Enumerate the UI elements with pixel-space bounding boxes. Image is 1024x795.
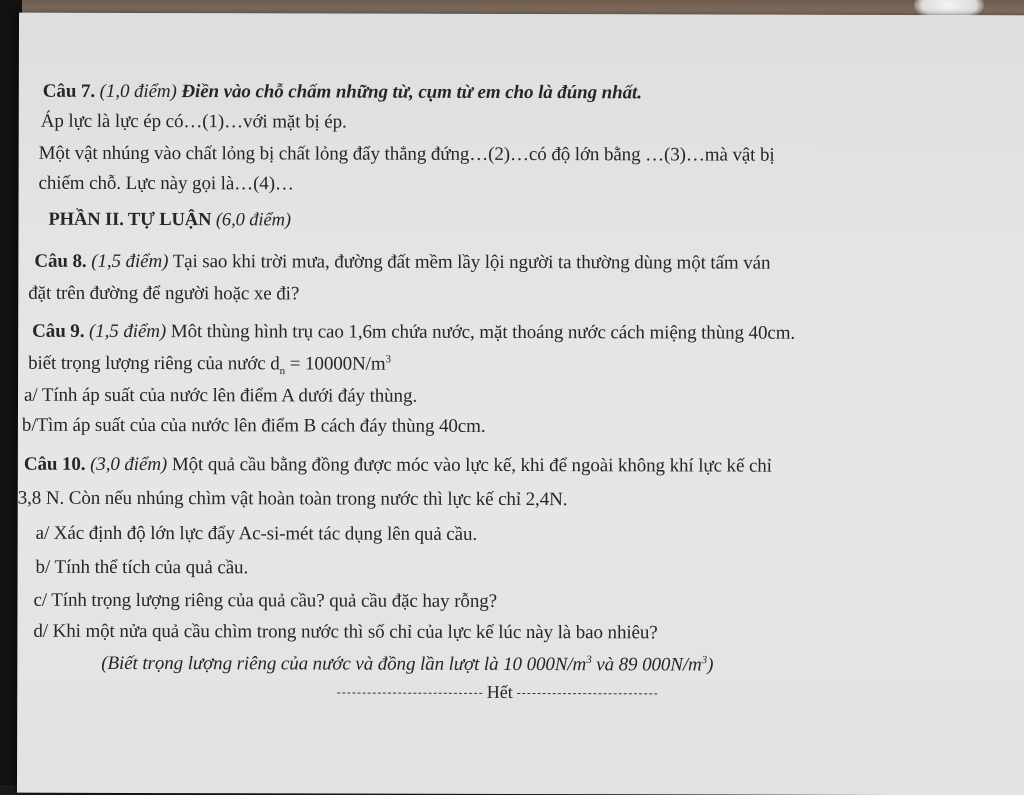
q10-note-prefix: (Biết trọng lượng riêng của nước và đồng lần lượt là 10 000N/m: [101, 652, 587, 676]
q10-line2: 3,8 N. Còn nếu nhúng chìm vật hoàn toàn trong nước thì lực kế chỉ 2,4N.: [17, 487, 568, 511]
q9-part-b: b/Tìm áp suất của của nước lên điểm B cách đáy thùng 40cm.: [21, 414, 486, 437]
end-dash-right: [517, 693, 657, 694]
q9-density-value: = 10000N/m: [285, 353, 386, 375]
q9-part-a: a/ Tính áp suất của nước lên điểm A dưới đáy thùng.: [23, 384, 418, 407]
q9-line2: [28, 353, 391, 376]
q10-part-d: d/ Khi một nửa quả cầu chìm trong nước thì số chỉ của lực kế lúc này là bao nhiêu?: [33, 620, 658, 644]
q9-density-unit-power: 3: [385, 353, 391, 366]
q10-note-mid: và 89 000N/m: [591, 654, 702, 676]
end-dash-left: [337, 693, 482, 694]
q9-line2-prefix: biết trọng lượng riêng của nước d: [28, 352, 280, 375]
q9-text: Môt thùng hình trụ cao 1,6m chứa nước, mặt thoáng nước cách miệng thùng 40cm.: [170, 321, 796, 344]
q10-part-c: c/ Tính trọng lượng riêng của quả cầu? quả cầu đặc hay rỗng?: [33, 589, 497, 612]
q7-line2: Một vật nhúng vào chất lỏng bị chất lỏng đẩy thẳng đứng…(2)…có độ lớn bằng …(3)…mà vật bị: [38, 142, 775, 166]
q9-density-subscript: n: [279, 365, 286, 378]
q7-line3: chiếm chỗ. Lực này gọi là…(4)…: [38, 172, 294, 195]
q7-points: (1,0 điểm): [99, 80, 177, 103]
part2-heading: [48, 209, 290, 232]
q7-prompt: Điền vào chỗ chấm những từ, cụm từ em cho là đúng nhất.: [181, 81, 642, 104]
part2-points: (6,0 điểm): [215, 210, 291, 231]
q7-line1: Áp lực là lực ép có…(1)…với mặt bị ép.: [40, 110, 347, 133]
q10-note: [101, 653, 713, 677]
part2-title: PHẦN II. TỰ LUẬN: [48, 209, 212, 231]
q7-label: Câu 7.: [42, 80, 96, 102]
exam-paper: [17, 13, 1024, 795]
q8-points: (1,5 điểm): [91, 250, 169, 273]
q10-points: (3,0 điểm): [90, 453, 168, 476]
q10-note-power-1: 3: [586, 653, 592, 666]
q9-line1: [32, 321, 795, 345]
q10-note-suffix: ): [707, 654, 714, 676]
q8-line2: đặt trên đường để người hoặc xe đi?: [28, 282, 300, 305]
q10-text: Một quả cầu bằng đồng được móc vào lực kế, khi để ngoài không khí lực kế chỉ: [171, 454, 772, 477]
q9-label: Câu 9.: [32, 320, 85, 342]
q10-part-b: b/ Tính thể tích của quả cầu.: [35, 556, 249, 579]
q8-line1: [34, 251, 770, 275]
q10-note-power-2: 3: [701, 654, 708, 667]
q10-line1: [24, 454, 772, 478]
q8-text: Tại sao khi trời mưa, đường đất mềm lầy lội người ta thường dùng một tấm ván: [172, 251, 771, 274]
q10-part-a: a/ Xác định độ lớn lực đẩy Ac-si-mét tác dụng lên quả cầu.: [35, 522, 478, 545]
end-marker: [337, 682, 657, 704]
end-text: Hết: [486, 681, 513, 702]
q9-points: (1,5 điểm): [89, 320, 167, 343]
q7-header: [43, 81, 642, 105]
q10-label: Câu 10.: [23, 453, 86, 475]
q8-label: Câu 8.: [34, 250, 87, 272]
